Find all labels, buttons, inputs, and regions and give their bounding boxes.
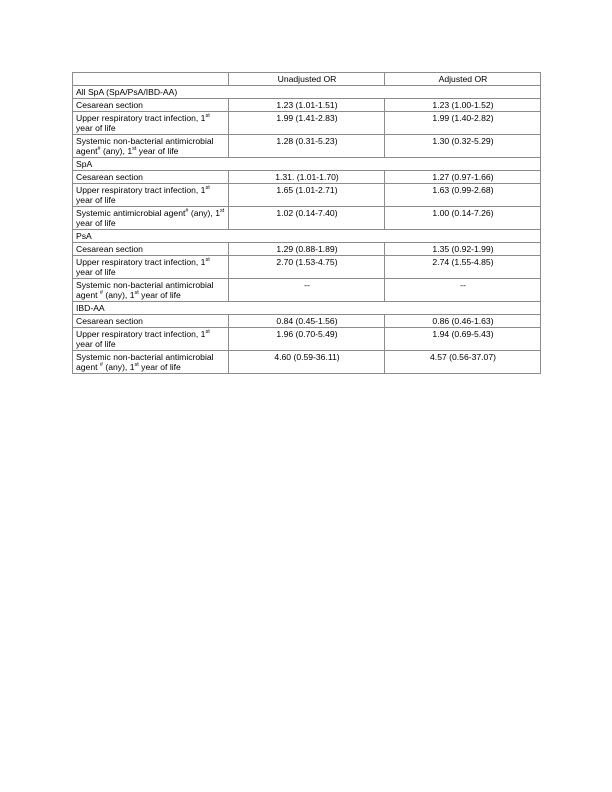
group-row (73, 158, 541, 171)
table-row (73, 99, 541, 112)
table-row (73, 351, 541, 374)
adjusted-or-value: 1.99 (1.40-2.82) (385, 112, 541, 135)
adjusted-or-value: 4.57 (0.56-37.07) (385, 351, 541, 374)
table-row (73, 135, 541, 158)
row-label: Cesarean section (73, 171, 229, 184)
unadjusted-or-value: 4.60 (0.59-36.11) (229, 351, 385, 374)
unadjusted-or-value: 1.65 (1.01-2.71) (229, 184, 385, 207)
unadjusted-or-value: 1.31. (1.01-1.70) (229, 171, 385, 184)
unadjusted-or-value: 1.28 (0.31-5.23) (229, 135, 385, 158)
row-label: Upper respiratory tract infection, 1st year of life (73, 256, 229, 279)
table-row (73, 279, 541, 302)
adjusted-or-value: 1.63 (0.99-2.68) (385, 184, 541, 207)
table-row (73, 112, 541, 135)
group-label: All SpA (SpA/PsA/IBD-AA) (73, 86, 541, 99)
adjusted-or-value: 1.00 (0.14-7.26) (385, 207, 541, 230)
row-label: Upper respiratory tract infection, 1st year of life (73, 328, 229, 351)
table-row (73, 184, 541, 207)
adjusted-or-value: 1.30 (0.32-5.29) (385, 135, 541, 158)
group-label: IBD-AA (73, 302, 541, 315)
row-label: Upper respiratory tract infection, 1st year of life (73, 184, 229, 207)
adjusted-or-value: 1.35 (0.92-1.99) (385, 243, 541, 256)
table-row (73, 207, 541, 230)
table-row (73, 328, 541, 351)
table-row (73, 256, 541, 279)
unadjusted-or-value: 0.84 (0.45-1.56) (229, 315, 385, 328)
unadjusted-or-value: 2.70 (1.53-4.75) (229, 256, 385, 279)
unadjusted-or-value: 1.96 (0.70-5.49) (229, 328, 385, 351)
table-row (73, 315, 541, 328)
group-row (73, 230, 541, 243)
adjusted-or-value: 1.23 (1.00-1.52) (385, 99, 541, 112)
adjusted-or-value: 0.86 (0.46-1.63) (385, 315, 541, 328)
header-cell-empty (73, 73, 229, 86)
row-label: Cesarean section (73, 243, 229, 256)
adjusted-or-value: -- (385, 279, 541, 302)
header-unadjusted-or: Unadjusted OR (229, 73, 385, 86)
group-row (73, 302, 541, 315)
adjusted-or-value: 1.27 (0.97-1.66) (385, 171, 541, 184)
header-row (73, 73, 541, 86)
header-adjusted-or: Adjusted OR (385, 73, 541, 86)
table-row (73, 171, 541, 184)
row-label: Cesarean section (73, 99, 229, 112)
row-label: Upper respiratory tract infection, 1st year of life (73, 112, 229, 135)
row-label: Cesarean section (73, 315, 229, 328)
adjusted-or-value: 2.74 (1.55-4.85) (385, 256, 541, 279)
row-label: Systemic antimicrobial agent# (any), 1st year of life (73, 207, 229, 230)
group-row (73, 86, 541, 99)
row-label: Systemic non-bacterial antimicrobial agent # (any), 1st year of life (73, 279, 229, 302)
unadjusted-or-value: 1.29 (0.88-1.89) (229, 243, 385, 256)
unadjusted-or-value: 1.99 (1.41-2.83) (229, 112, 385, 135)
table-row (73, 243, 541, 256)
unadjusted-or-value: 1.02 (0.14-7.40) (229, 207, 385, 230)
unadjusted-or-value: -- (229, 279, 385, 302)
adjusted-or-value: 1.94 (0.69-5.43) (385, 328, 541, 351)
odds-ratio-table (72, 72, 541, 374)
group-label: PsA (73, 230, 541, 243)
row-label: Systemic non-bacterial antimicrobial agent # (any), 1st year of life (73, 351, 229, 374)
unadjusted-or-value: 1.23 (1.01-1.51) (229, 99, 385, 112)
group-label: SpA (73, 158, 541, 171)
row-label: Systemic non-bacterial antimicrobial agent# (any), 1st year of life (73, 135, 229, 158)
